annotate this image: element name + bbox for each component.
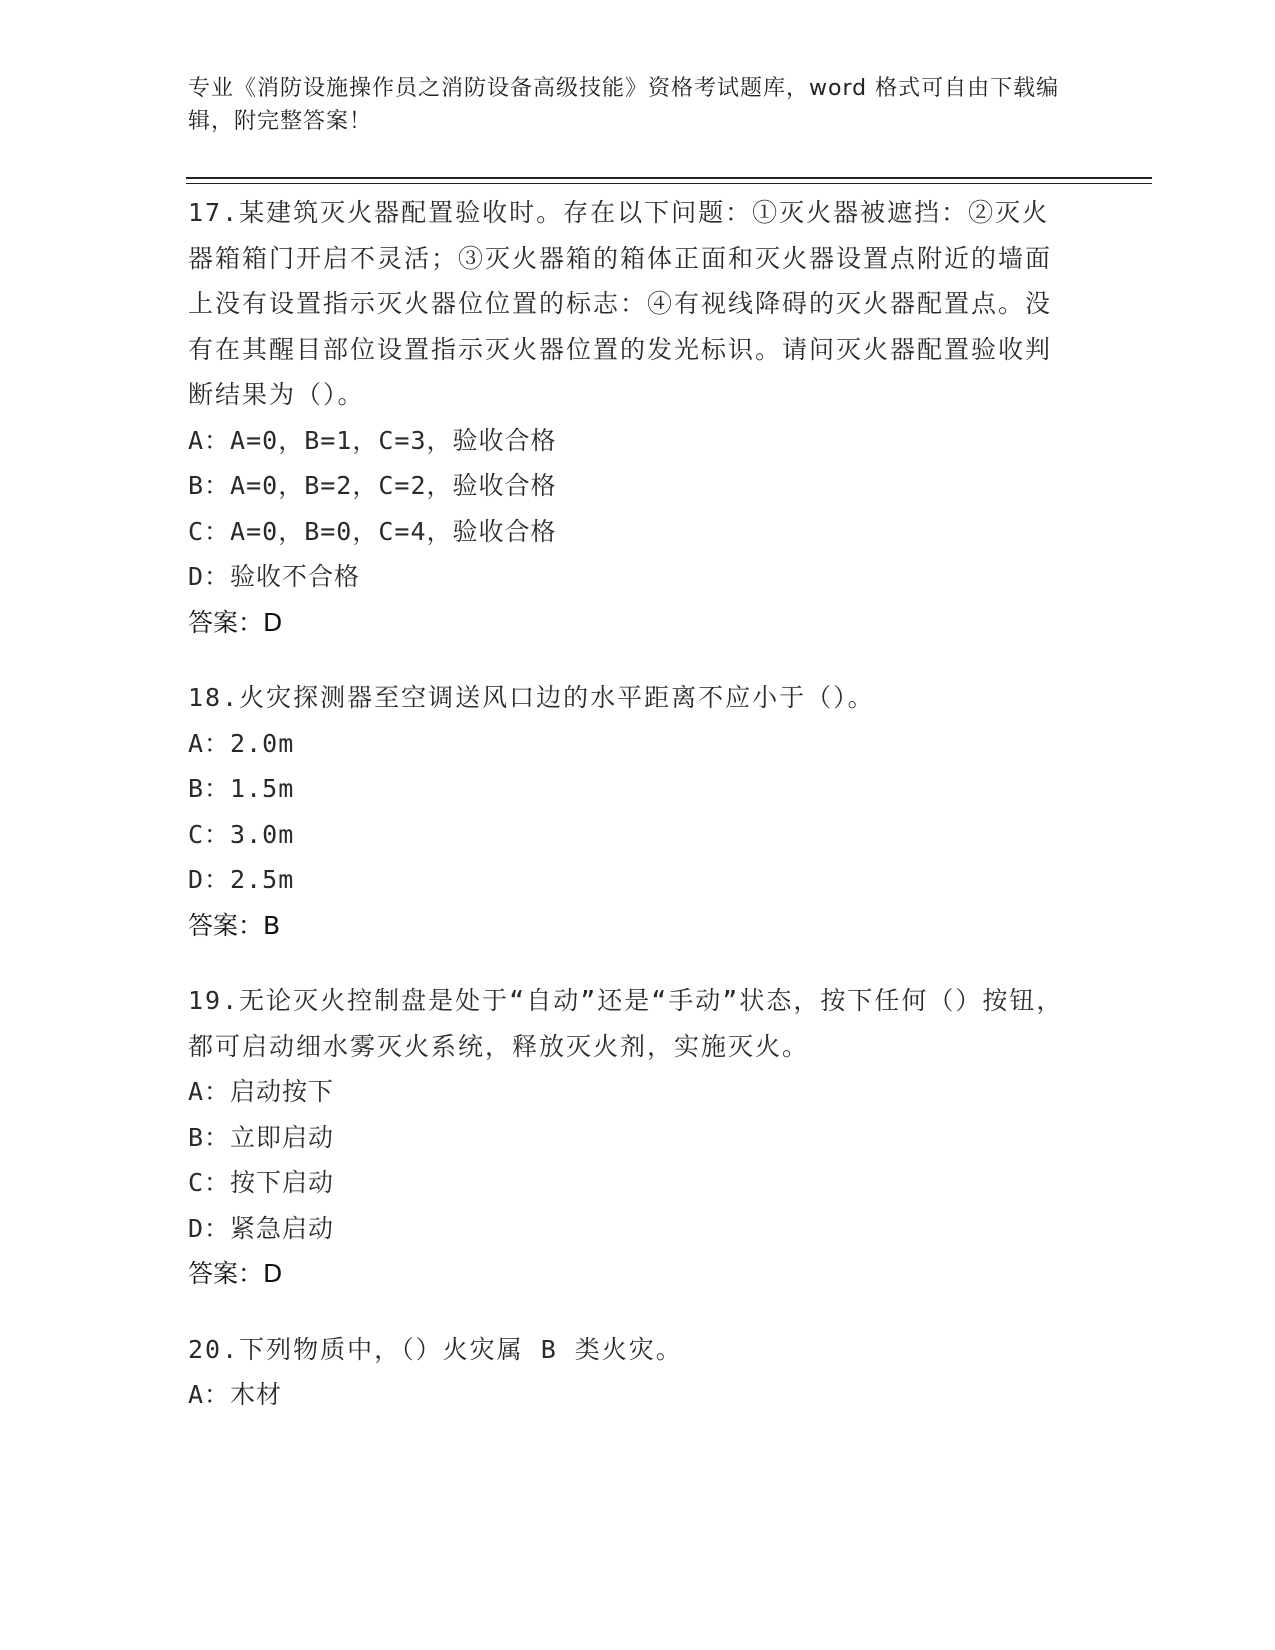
option-d: D：验收不合格 [188,562,361,591]
option-b: B：1.5m [188,774,295,803]
option-b: B：立即启动 [188,1122,335,1152]
option-a: A：A=0，B=1，C=3，验收合格 [188,425,557,455]
answer-label: 答案：D [188,607,283,637]
question-20 [188,1327,1088,1418]
option-b: B：A=0，B=2，C=2，验收合格 [188,471,557,500]
option-c: C：按下启动 [188,1168,335,1197]
question-stem: 20.下列物质中，（）火灾属 B 类火灾。 [188,1334,683,1364]
question-18 [188,675,1088,948]
option-c: C：3.0m [188,819,295,849]
option-d: D：紧急启动 [188,1213,335,1243]
question-19 [188,978,1088,1297]
option-a: A：木材 [188,1380,283,1409]
option-c: C：A=0，B=0，C=4，验收合格 [188,516,557,546]
answer-label: 答案：B [188,910,281,940]
document-header: 专业《消防设施操作员之消防设备高级技能》资格考试题库，word 格式可自由下载编辑，附完整答案！ [188,76,1060,134]
option-a: A：2.0m [188,728,295,758]
question-stem: 18.火灾探测器至空调送风口边的水平距离不应小于（）。 [188,683,875,712]
option-d: D：2.5m [188,865,295,894]
question-stem: 19.无论灭火控制盘是处于“自动”还是“手动”状态，按下任何（）按钮，都可启动细水雾灭火系统，释放灭火剂，实施灭火。 [188,986,1064,1061]
header-divider-thick [186,177,1152,179]
header-divider-thin [186,183,1152,184]
question-stem: 17.某建筑灭火器配置验收时。存在以下问题：①灭火器被遮挡：②灭火器箱箱门开启不灵活；③灭火器箱的箱体正面和灭火器设置点附近的墙面上没有设置指示灭火器位位置的标志：④有视线降碍的灭火器配置点。没有在其醒目部位设置指示灭火器位置的发光标识。请问灭火器配置验收判断结果为（）。 [188,198,1053,409]
option-a: A：启动按下 [188,1077,335,1106]
question-17 [188,190,1088,645]
question-list [188,190,1088,1448]
answer-label: 答案：D [188,1259,283,1288]
